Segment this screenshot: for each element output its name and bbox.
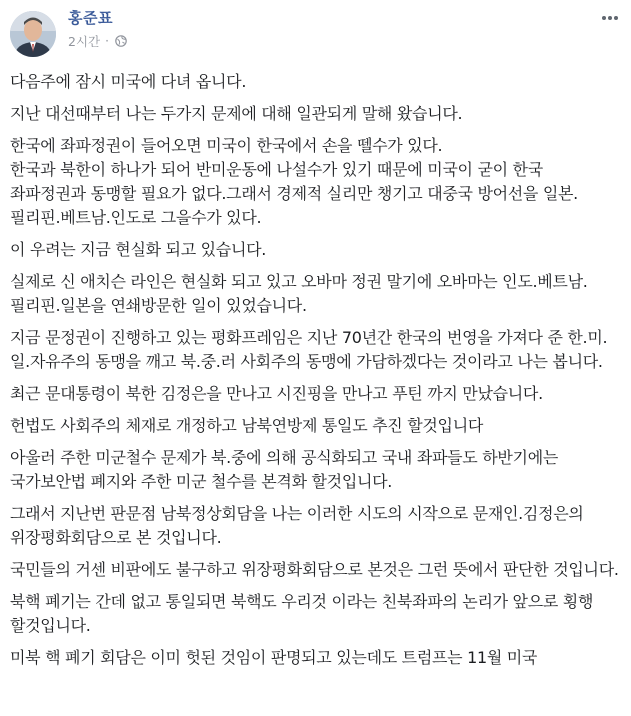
post-paragraph: 그래서 지난번 판문점 남북정상회담을 나는 이러한 시도의 시작으로 문재인.김정은의 위장평화회담으로 본 것입니다.	[10, 504, 589, 547]
meta-separator: ·	[105, 34, 109, 48]
post-paragraph: 국민들의 거센 비판에도 불구하고 위장평화회담으로 본것은 그런 뜻에서 판단한 것입니다.	[10, 560, 619, 579]
avatar-image	[10, 11, 56, 57]
post-paragraph: 지난 대선때부터 나는 두가지 문제에 대해 일관되게 말해 왔습니다.	[10, 104, 463, 123]
post-body	[10, 64, 622, 678]
post-timestamp[interactable]: 2시간	[68, 34, 101, 49]
post-paragraph: 한국에 좌파정권이 들어오면 미국이 한국에서 손을 뗄수가 있다. 한국과 북한이 하나가 되어 반미운동에 나설수가 있기 때문에 미국이 굳이 한국 좌파정권과 동맹할 필요가 없다.그래서 경제적 실리만 챙기고 대중국 방어선을 일본.필리핀.베트남.인도로 그을수가 있다.	[10, 136, 578, 227]
post-paragraph: 지금 문정권이 진행하고 있는 평화프레임은 지난 70년간 한국의 번영을 가져다 준 한.미.일.자유주의 동맹을 깨고 북.중.러 사회주의 동맹에 가담하겠다는 것이라고 나는 봅니다.	[10, 328, 608, 371]
post-paragraph: 다음주에 잠시 미국에 다녀 옵니다.	[10, 72, 247, 91]
post-paragraph: 이 우려는 지금 현실화 되고 있습니다.	[10, 240, 267, 259]
post-paragraph: 미북 핵 폐기 회담은 이미 헛된 것임이 판명되고 있는데도 트럼프는 11월 미국	[10, 648, 538, 667]
more-options-icon[interactable]	[599, 10, 621, 26]
post-paragraph: 헌법도 사회주의 체재로 개정하고 남북연방제 통일도 추진 할것입니다	[10, 416, 484, 435]
globe-icon[interactable]	[115, 35, 127, 47]
author-avatar[interactable]	[10, 11, 56, 57]
post-paragraph: 최근 문대통령이 북한 김정은을 만나고 시진핑을 만나고 푸틴 까지 만났습니다.	[10, 384, 543, 403]
post-meta	[68, 32, 127, 50]
post-paragraph: 실제로 신 애치슨 라인은 현실화 되고 있고 오바마 정권 말기에 오바마는 인도.베트남.필리핀.일본을 연쇄방문한 일이 있었습니다.	[10, 272, 588, 315]
post-header	[0, 0, 631, 64]
post-paragraph: 아울러 주한 미군철수 문제가 북.중에 의해 공식화되고 국내 좌파들도 하반기에는 국가보안법 폐지와 주한 미군 철수를 본격화 할것입니다.	[10, 448, 563, 491]
author-name[interactable]: 홍준표	[68, 9, 113, 27]
post-paragraph: 북핵 폐기는 간데 없고 통일되면 북핵도 우리것 이라는 친북좌파의 논리가 앞으로 횡행 할것입니다.	[10, 592, 598, 635]
